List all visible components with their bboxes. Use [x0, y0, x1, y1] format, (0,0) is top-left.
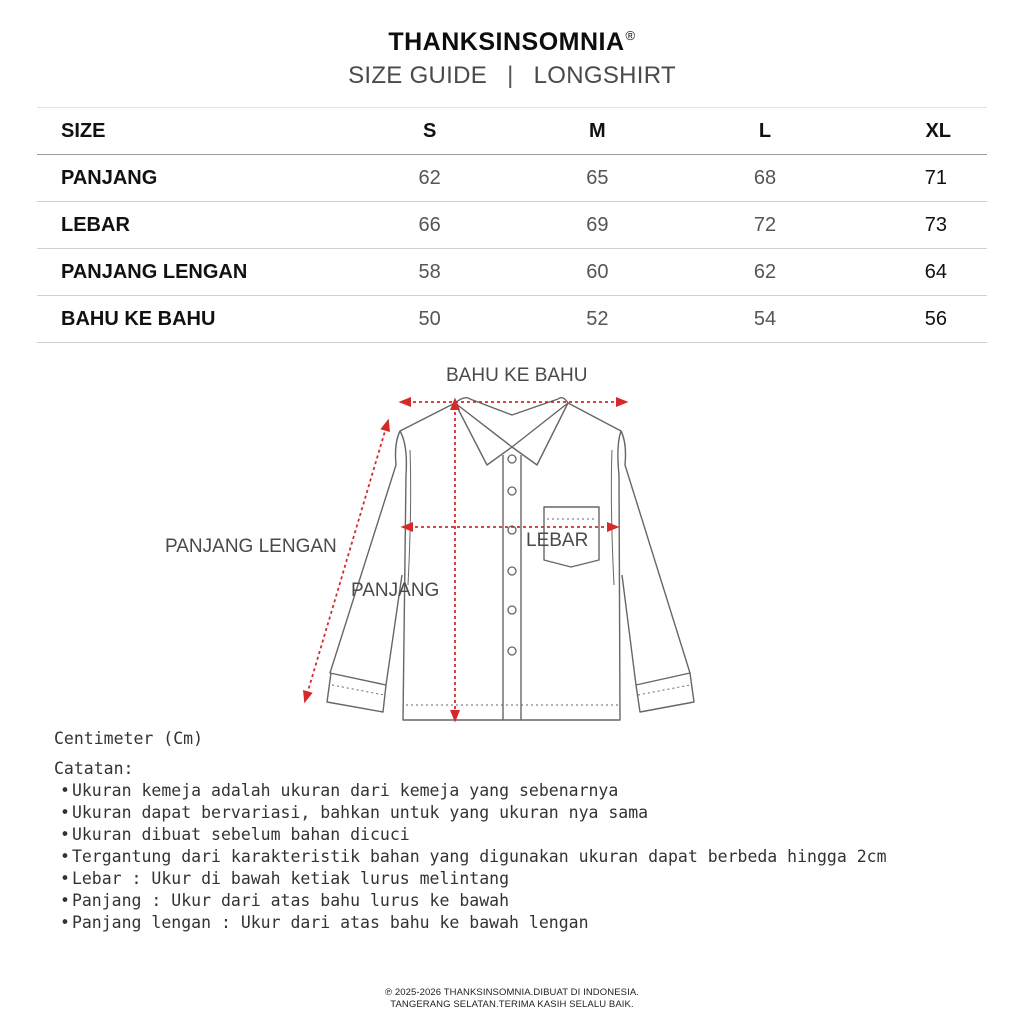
unit-note: Centimeter (Cm) [54, 729, 204, 748]
button-5 [508, 606, 516, 614]
subtitle-separator: | [507, 62, 514, 89]
table-row [37, 296, 987, 343]
bullet: • [60, 891, 70, 910]
label-length: PANJANG [351, 580, 440, 601]
list-item: • Ukuran kemeja adalah ukuran dari kemeja yang sebenarnya [60, 781, 619, 800]
subtitle-size-guide: SIZE GUIDE [348, 62, 488, 89]
size-table [37, 107, 987, 343]
list-item: • Panjang lengan : Ukur dari atas bahu ke bawah lengan [60, 913, 589, 932]
table-cell: 71 [849, 155, 987, 202]
table-cell: 56 [849, 296, 987, 343]
collar-band [455, 398, 568, 415]
button-4 [508, 567, 516, 575]
brand-name: THANKSINSOMNIA [388, 28, 625, 56]
button-1 [508, 455, 516, 463]
notes-heading: Catatan: [54, 759, 134, 778]
footer-location: TANGERANG SELATAN.TERIMA KASIH SELALU BAIK. [390, 999, 634, 1010]
notes-section [54, 728, 1014, 934]
table-cell: 50 [346, 296, 514, 343]
col-header-m: M [513, 108, 681, 155]
col-header-xl: XL [849, 108, 987, 155]
table-cell: 52 [513, 296, 681, 343]
row-label: LEBAR [37, 202, 346, 249]
bullet: • [60, 781, 70, 800]
table-row [37, 249, 987, 296]
table-cell: 54 [681, 296, 849, 343]
col-header-size: SIZE [37, 108, 346, 155]
label-sleeve: PANJANG LENGAN [165, 536, 337, 557]
bullet: • [60, 869, 70, 888]
table-cell: 66 [346, 202, 514, 249]
table-cell: 72 [681, 202, 849, 249]
shirt-outline [327, 398, 694, 720]
list-item: • Ukuran dapat bervariasi, bahkan untuk yang ukuran nya sama [60, 803, 649, 822]
sleeve-measure-line [305, 421, 388, 701]
table-cell: 69 [513, 202, 681, 249]
table-row [37, 155, 987, 202]
label-width: LEBAR [526, 530, 589, 551]
table-row [37, 202, 987, 249]
shirt-illustration [0, 355, 1024, 735]
table-cell: 64 [849, 249, 987, 296]
shirt-body [400, 431, 621, 720]
size-table-header-row [37, 108, 987, 155]
footer-copyright: ℗ 2025-2026 THANKSINSOMNIA.DIBUAT DI INDONESIA. [384, 987, 640, 998]
list-item: • Tergantung dari karakteristik bahan yang digunakan ukuran dapat berbeda hingga 2cm [60, 847, 887, 866]
row-label: PANJANG LENGAN [37, 249, 346, 296]
table-cell: 58 [346, 249, 514, 296]
measurement-diagram [0, 355, 1024, 735]
row-label: BAHU KE BAHU [37, 296, 346, 343]
measure-lines [305, 400, 626, 720]
table-cell: 60 [513, 249, 681, 296]
footer [0, 987, 1024, 1011]
subtitle-product: LONGSHIRT [533, 62, 676, 89]
list-item: • Lebar : Ukur di bawah ketiak lurus melintang [60, 869, 510, 888]
bullet: • [60, 825, 70, 844]
button-6 [508, 647, 516, 655]
shirt-buttons [508, 455, 516, 655]
table-cell: 68 [681, 155, 849, 202]
bullet: • [60, 913, 70, 932]
table-cell: 65 [513, 155, 681, 202]
col-header-s: S [346, 108, 514, 155]
bullet: • [60, 803, 70, 822]
row-label: PANJANG [37, 155, 346, 202]
col-header-l: L [681, 108, 849, 155]
list-item: • Ukuran dibuat sebelum bahan dicuci [60, 825, 410, 844]
registered-mark: ® [625, 28, 636, 43]
table-cell: 62 [346, 155, 514, 202]
notes-list [54, 780, 1014, 934]
left-sleeve [330, 403, 455, 685]
table-cell: 62 [681, 249, 849, 296]
label-shoulder: BAHU KE BAHU [446, 365, 588, 386]
table-cell: 73 [849, 202, 987, 249]
page-subtitle [0, 62, 1024, 90]
button-2 [508, 487, 516, 495]
bullet: • [60, 847, 70, 866]
list-item: • Panjang : Ukur dari atas bahu lurus ke bawah [60, 891, 510, 910]
brand-title [0, 28, 1024, 57]
